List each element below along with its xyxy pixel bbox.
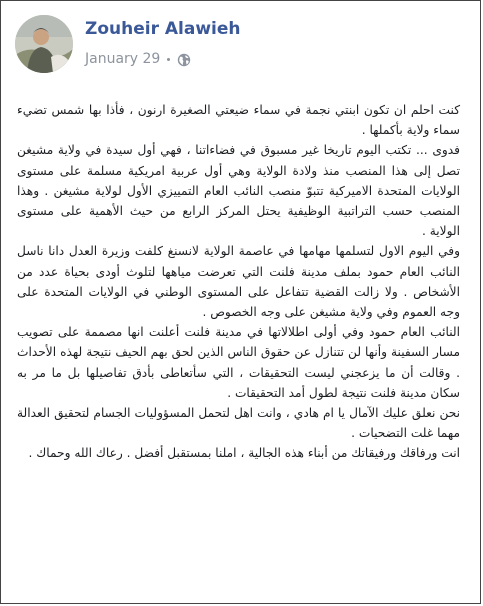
globe-icon[interactable] <box>177 52 191 66</box>
post-body <box>17 100 460 464</box>
post-paragraph: انت ورفاقك ورفيقاتك من أبناء هذه الجالية ، املنا بمستقبل أفضل . رعاك الله وحماك . <box>28 446 460 461</box>
author-name[interactable]: Zouheir Alawieh <box>85 19 241 39</box>
separator-dot <box>167 58 170 61</box>
post-date[interactable]: January 29 <box>85 51 161 67</box>
post-meta <box>85 49 191 69</box>
post-paragraph: كنت احلم ان تكون ابنتي نجمة في سماء ضيعتي الصغيرة ارنون ، فأذا بها شمس تضيء سماء ولاية بأكملها . <box>17 103 460 138</box>
avatar[interactable] <box>15 15 73 73</box>
post-paragraph: وفي اليوم الاول لتسلمها مهامها في عاصمة الولاية لانسنغ كلفت وزيرة العدل دانا ناسل النائب العام حمود بملف مدينة فلنت التي تعرضت مياهها لتلوث أودى بحياة عدد من الأشخاص . ولا زالت القضية تتفاعل على المستوى الوطني في الولايات المتحدة على وجه العموم وفي ولاية مشيغن على وجه الخصوص . <box>17 244 460 320</box>
post-paragraph: فدوى ... تكتب اليوم تاريخا غير مسبوق في فضاءاتنا ، فهي أول سيدة في ولاية مشيغن تصل إلى هذا المنصب منذ ولادة الولاية وهي أول عربية امريكية مسلمة على مستوى الولايات المتحدة الاميركية تتبوّ منصب النائب العام التمييزي الأول لولاية مشيغن . وهذا المنصب حسب التراتبية الوظيفية يحتل المركز الرابع من حيث الأهمية على مستوى الولاية . <box>17 143 460 239</box>
post-paragraph: النائب العام حمود وفي أولى اطلالاتها في مدينة فلنت أعلنت انها مصممة على تصويب مسار السفينة وأنها لن تتنازل عن حقوق الناس الذين لحق بهم الحيف نتيجة لهذه الأحداث . وقالت أن ما يزعجني ليست التحقيقات ، التي سأتعاطى بأدق تفاصيلها بل ما مر به سكان مدينة فلنت نتيجة لطول أمد التحقيقات . <box>17 325 460 400</box>
post-paragraph: نحن نعلق عليك الآمال يا ام هادي ، وانت اهل لتحمل المسؤوليات الجسام لتحقيق العدالة مهما غلت التضحيات . <box>17 406 460 441</box>
post-header <box>15 15 470 75</box>
